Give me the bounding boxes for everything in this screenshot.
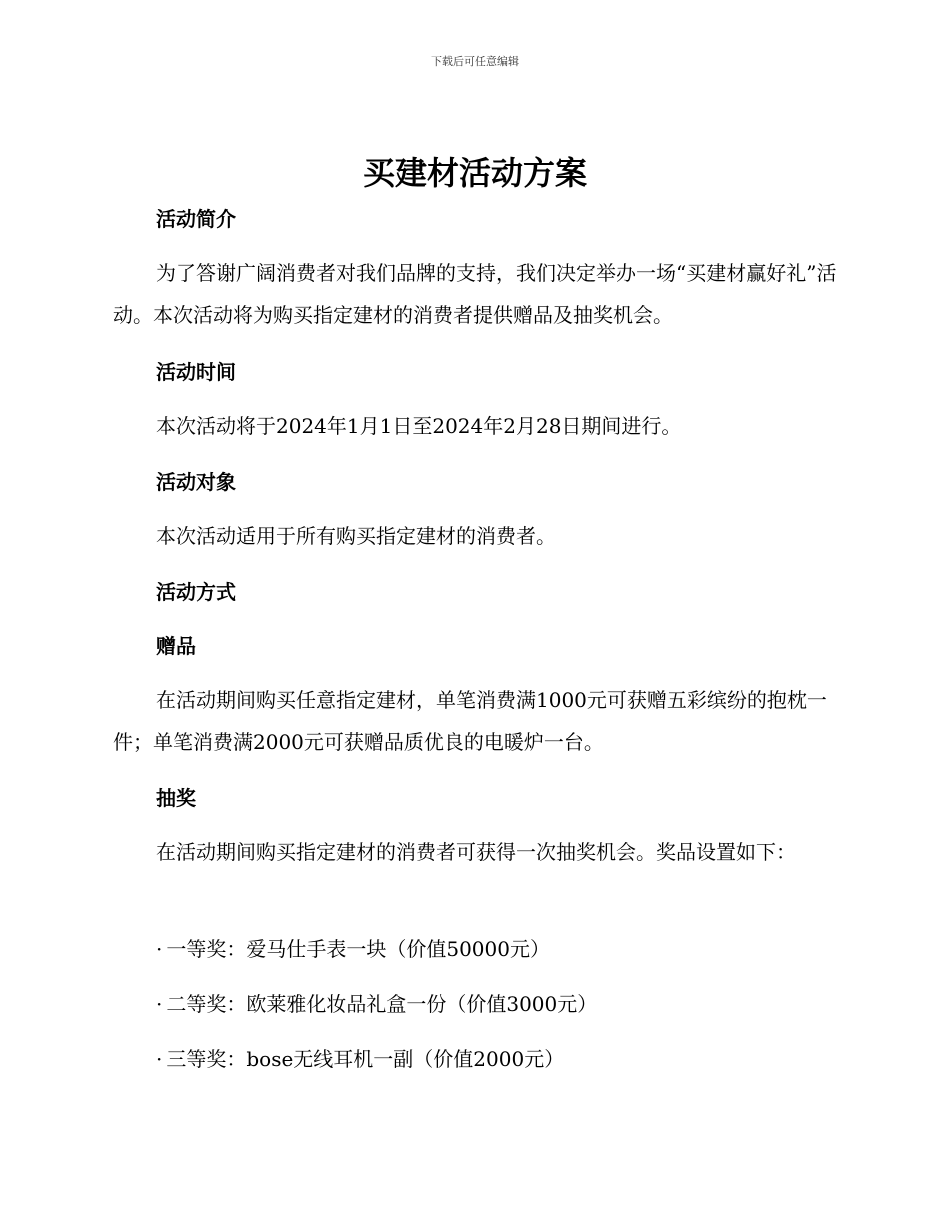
heading-target: 活动对象 [156, 470, 236, 494]
bullet-symbol: · [156, 992, 163, 1016]
heading-time: 活动时间 [156, 360, 236, 384]
prize-text: 三等奖：bose无线耳机一副（价值2000元） [166, 1047, 565, 1071]
bullet-symbol: · [156, 1047, 163, 1071]
heading-lottery: 抽奖 [156, 786, 196, 810]
heading-method: 活动方式 [156, 580, 236, 604]
bullet-symbol: · [156, 937, 163, 961]
paragraph-gift: 在活动期间购买任意指定建材，单笔消费满1000元可获赠五彩缤纷的抱枕一件；单笔消费满2000元可获赠品质优良的电暖炉一台。 [113, 688, 827, 754]
paragraph-time: 本次活动将于2024年1月1日至2024年2月28日期间进行。 [156, 414, 682, 438]
document-title: 买建材活动方案 [362, 154, 587, 192]
list-item-prize-1 [156, 935, 550, 963]
list-item-prize-2 [156, 990, 597, 1018]
header-note: 下载后可任意编辑 [431, 55, 519, 68]
paragraph-target: 本次活动适用于所有购买指定建材的消费者。 [156, 524, 556, 548]
heading-gift: 赠品 [156, 634, 196, 658]
paragraph-lottery: 在活动期间购买指定建材的消费者可获得一次抽奖机会。奖品设置如下： [156, 840, 796, 864]
prize-text: 二等奖：欧莱雅化妆品礼盒一份（价值3000元） [166, 992, 598, 1016]
list-item-prize-3 [156, 1045, 564, 1073]
heading-intro: 活动简介 [156, 207, 236, 231]
paragraph-intro: 为了答谢广阔消费者对我们品牌的支持，我们决定举办一场“买建材赢好礼”活动。本次活动将为购买指定建材的消费者提供赠品及抽奖机会。 [113, 261, 837, 327]
prize-text: 一等奖：爱马仕手表一块（价值50000元） [166, 937, 550, 961]
